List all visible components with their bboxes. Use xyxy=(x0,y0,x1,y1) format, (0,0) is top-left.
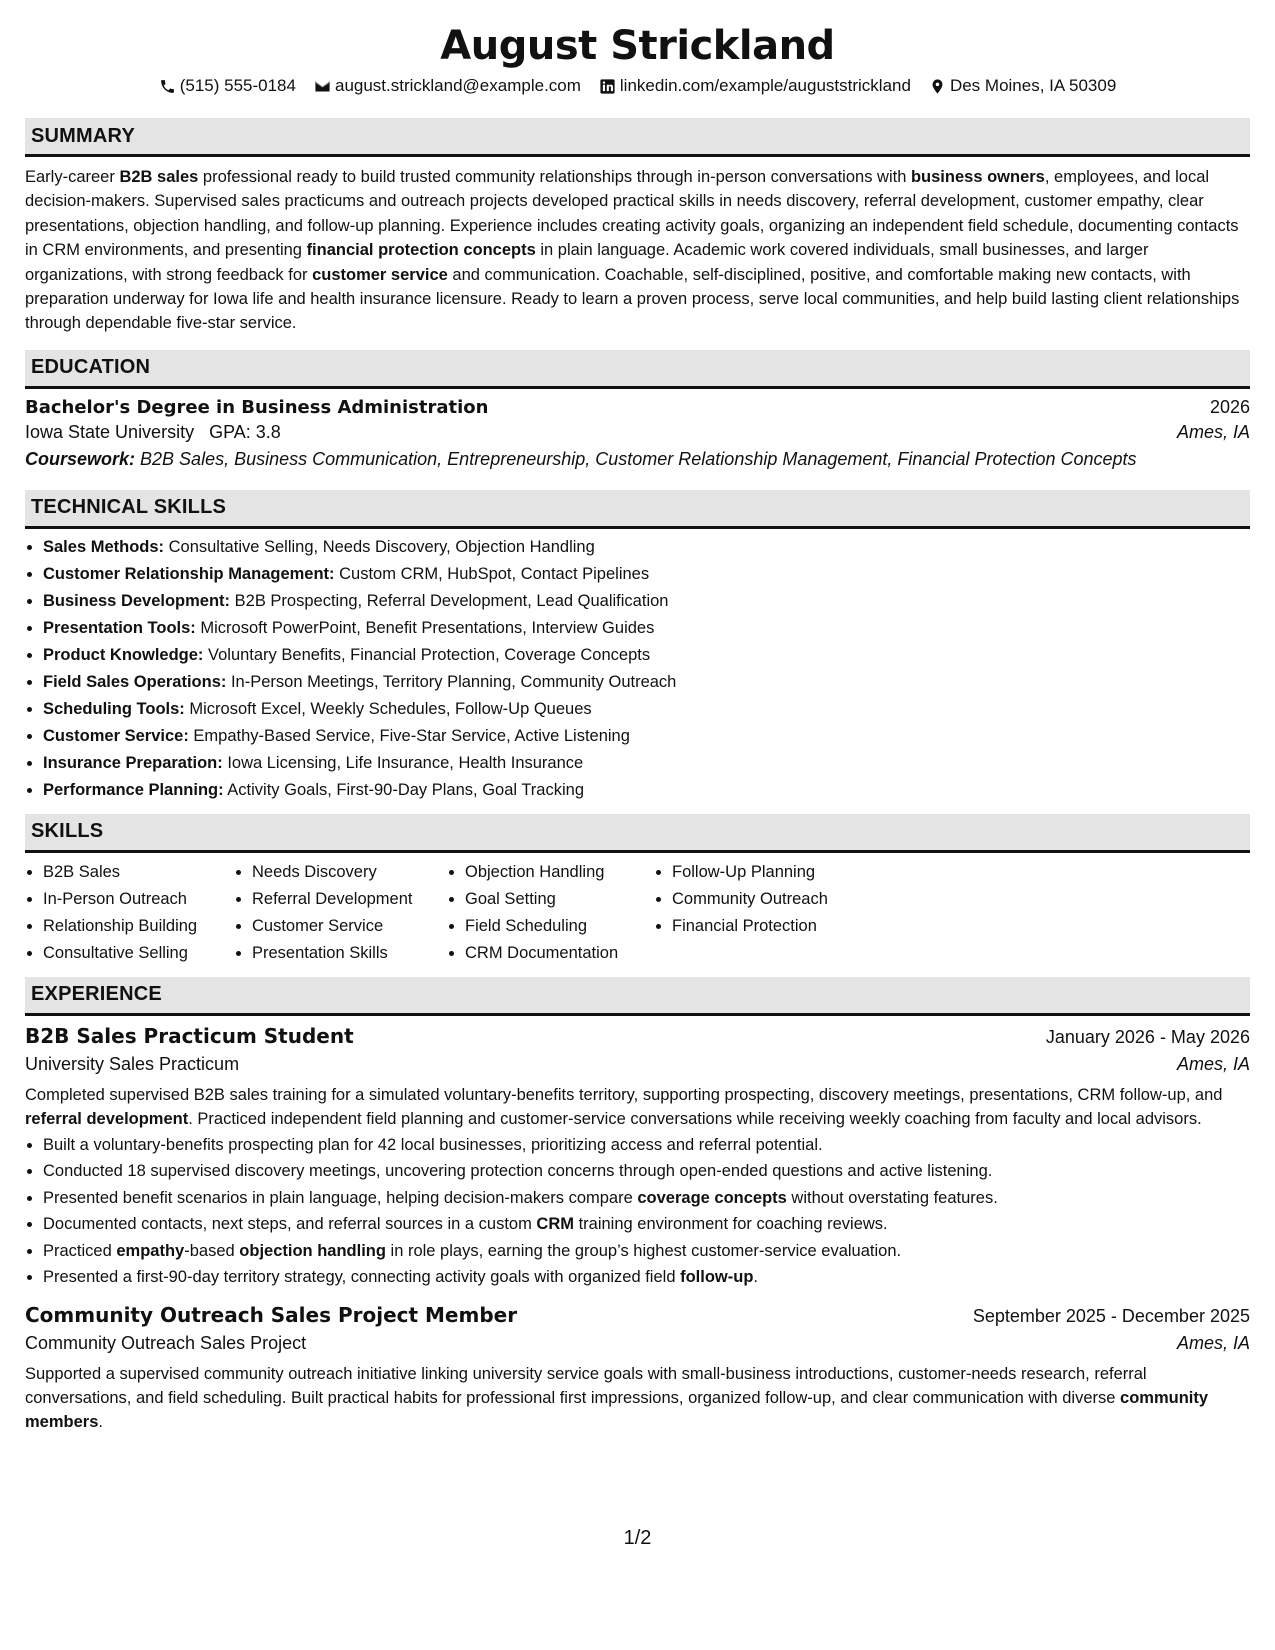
job-entry xyxy=(25,1024,1250,1291)
section-heading: SKILLS xyxy=(25,814,1250,853)
job-summary xyxy=(25,1083,1250,1132)
text-run: Conducted 18 supervised discovery meetings, uncovering protection concerns through open-ended questions and active listening. xyxy=(43,1162,993,1181)
skill-values: Iowa Licensing, Life Insurance, Health Insurance xyxy=(222,753,584,772)
text-run: Presented a first-90-day territory strategy, connecting activity goals with organized field xyxy=(43,1268,681,1287)
bold-keyword: customer service xyxy=(312,265,448,284)
envelope-icon xyxy=(314,78,331,95)
skills-column xyxy=(25,859,234,967)
skill-item: • Relationship Building xyxy=(43,913,234,940)
text-run: . xyxy=(98,1413,103,1432)
technical-skills-section xyxy=(25,490,1250,804)
candidate-name: August Strickland xyxy=(440,23,835,69)
technical-skills-list xyxy=(25,534,1250,804)
job-dates: January 2026 - May 2026 xyxy=(1045,1026,1250,1047)
skill-values: Consultative Selling, Needs Discovery, Objection Handling xyxy=(164,537,595,556)
experience-section xyxy=(25,977,1250,1435)
section-heading: SUMMARY xyxy=(25,118,1250,157)
email-link[interactable]: august.strickland@example.com xyxy=(334,76,581,95)
skill-category: Field Sales Operations: xyxy=(43,672,227,691)
job-bullet xyxy=(43,1264,1250,1291)
technical-skill-item xyxy=(43,696,1250,723)
skill-values: Microsoft PowerPoint, Benefit Presentations, Interview Guides xyxy=(195,618,655,637)
technical-skill-item xyxy=(43,561,1250,588)
linkedin-icon xyxy=(599,78,616,95)
technical-skill-item xyxy=(43,723,1250,750)
skill-item: • Field Scheduling xyxy=(465,913,654,940)
technical-skill-item xyxy=(43,669,1250,696)
technical-skill-item xyxy=(43,642,1250,669)
job-entry xyxy=(25,1303,1250,1435)
bold-keyword: objection handling xyxy=(239,1241,386,1260)
phone-icon xyxy=(159,78,176,95)
text-run: in plain language. Academic work covered individuals, small businesses, and larger organizations, with strong feedback for xyxy=(25,241,1149,284)
location-text: Des Moines, IA 50309 xyxy=(949,76,1117,95)
bold-keyword: follow-up xyxy=(680,1268,754,1287)
skill-item: • Goal Setting xyxy=(465,886,654,913)
text-run: training environment for coaching reviews. xyxy=(573,1215,888,1234)
job-location: Ames, IA xyxy=(1176,1332,1250,1353)
skill-values: Activity Goals, First-90-Day Plans, Goal Tracking xyxy=(223,780,584,799)
section-heading: EDUCATION xyxy=(25,350,1250,389)
bold-keyword: empathy xyxy=(116,1241,185,1260)
skill-item: • Community Outreach xyxy=(672,886,874,913)
coursework xyxy=(25,447,1250,472)
job-dates: September 2025 - December 2025 xyxy=(972,1305,1250,1326)
job-header xyxy=(25,1303,1250,1327)
gpa: GPA: 3.8 xyxy=(209,421,281,442)
map-pin-icon xyxy=(929,78,946,95)
skill-category: Insurance Preparation: xyxy=(43,753,223,772)
bold-keyword: coverage concepts xyxy=(637,1188,787,1207)
technical-skill-item xyxy=(43,750,1250,777)
school-name: Iowa State University xyxy=(25,421,195,442)
skills-column xyxy=(234,859,447,967)
job-title: Community Outreach Sales Project Member xyxy=(25,1302,518,1327)
section-heading: TECHNICAL SKILLS xyxy=(25,490,1250,529)
skill-category: Product Knowledge: xyxy=(43,645,204,664)
bold-keyword: referral development xyxy=(25,1110,189,1129)
text-run: professional ready to build trusted community relationships through in-person conversations with xyxy=(198,168,911,186)
education-section xyxy=(25,350,1250,472)
text-run: -based xyxy=(184,1241,240,1260)
text-run: Built a voluntary-benefits prospecting plan for 42 local businesses, prioritizing access and referral potential. xyxy=(43,1135,823,1154)
job-bullet xyxy=(43,1238,1250,1265)
text-run: . Practiced independent field planning and customer-service conversations while receiving weekly coaching from faculty and local advisors. xyxy=(188,1110,1202,1129)
skill-category: Presentation Tools: xyxy=(43,618,196,637)
skill-category: Scheduling Tools: xyxy=(43,699,185,718)
text-run: without overstating features. xyxy=(786,1188,998,1207)
skill-item: • CRM Documentation xyxy=(465,940,654,967)
skill-item: • Objection Handling xyxy=(465,859,654,886)
skill-item: • Consultative Selling xyxy=(43,940,234,967)
linkedin-link[interactable]: linkedin.com/example/auguststrickland xyxy=(619,76,911,95)
job-bullet xyxy=(43,1211,1250,1238)
skill-category: Customer Service: xyxy=(43,726,189,745)
skill-category: Business Development: xyxy=(43,591,231,610)
coursework-label: Coursework: xyxy=(25,448,136,469)
resume-page xyxy=(25,20,1250,1435)
experience-list xyxy=(25,1024,1250,1435)
skills-column xyxy=(654,859,874,967)
job-bullets xyxy=(25,1132,1250,1291)
skill-values: Custom CRM, HubSpot, Contact Pipelines xyxy=(334,564,650,583)
skill-item: • Needs Discovery xyxy=(252,859,447,886)
skill-item: • In-Person Outreach xyxy=(43,886,234,913)
bold-keyword: CRM xyxy=(536,1215,574,1234)
skill-item: • Referral Development xyxy=(252,886,447,913)
job-bullet xyxy=(43,1158,1250,1185)
phone-text: (515) 555-0184 xyxy=(179,76,296,95)
education-location: Ames, IA xyxy=(1176,421,1250,442)
skill-values: Microsoft Excel, Weekly Schedules, Follow-Up Queues xyxy=(184,699,592,718)
text-run: Presented benefit scenarios in plain language, helping decision-makers compare xyxy=(43,1188,638,1207)
text-run: Completed supervised B2B sales training for a simulated voluntary-benefits territory, supporting prospecting, discovery meetings, presentations, CRM follow-up, and xyxy=(25,1085,1223,1104)
job-title: B2B Sales Practicum Student xyxy=(25,1023,354,1048)
job-location: Ames, IA xyxy=(1176,1053,1250,1074)
skill-item: • B2B Sales xyxy=(43,859,234,886)
job-header xyxy=(25,1024,1250,1048)
bold-keyword: business owners xyxy=(910,168,1045,186)
job-organization: Community Outreach Sales Project xyxy=(25,1332,307,1353)
technical-skill-item xyxy=(43,615,1250,642)
bold-keyword: community members xyxy=(25,1389,1209,1432)
text-run: Early-career xyxy=(25,168,120,186)
job-org-row xyxy=(25,1054,1250,1075)
contact-bar xyxy=(25,74,1250,98)
text-run: . xyxy=(753,1268,758,1287)
skill-item: • Follow-Up Planning xyxy=(672,859,874,886)
skill-category: Performance Planning: xyxy=(43,780,224,799)
skill-item: • Customer Service xyxy=(252,913,447,940)
skill-category: Sales Methods: xyxy=(43,537,165,556)
page-number: 1/2 xyxy=(623,1527,652,1549)
section-heading: EXPERIENCE xyxy=(25,977,1250,1016)
text-run: , employees, and local decision-makers. Supervised sales practicums and outreach projects developed practical skills in needs discovery, referral development, customer empathy, clear presentations, objection handling, and follow-up planning. Experience includes creating activity goals, organizing an independent field schedule, documenting contacts in CRM environments, and presenting xyxy=(25,168,1239,260)
summary-text xyxy=(25,165,1250,336)
contact-location xyxy=(929,74,1116,98)
education-year: 2026 xyxy=(1209,396,1250,417)
technical-skill-item xyxy=(43,777,1250,804)
skills-grid xyxy=(25,859,1250,967)
text-run: Practiced xyxy=(43,1241,117,1260)
degree-title: Bachelor's Degree in Business Administration xyxy=(25,396,489,418)
skill-category: Customer Relationship Management: xyxy=(43,564,335,583)
skill-values: Empathy-Based Service, Five-Star Service, Active Listening xyxy=(188,726,630,745)
contact-phone xyxy=(159,74,296,98)
skill-values: B2B Prospecting, Referral Development, Lead Qualification xyxy=(230,591,669,610)
contact-linkedin[interactable] xyxy=(599,74,911,98)
text-run: and communication. Coachable, self-disciplined, positive, and comfortable making new contacts, with preparation underway for Iowa life and health insurance licensure. Ready to learn a proven process, serve local communities, and help build lasting client relationships through dependable five-star service. xyxy=(25,265,1240,333)
education-row xyxy=(25,397,1250,418)
job-bullet xyxy=(43,1132,1250,1159)
education-school-row xyxy=(25,422,1250,443)
skill-item: • Financial Protection xyxy=(672,913,874,940)
job-org-row xyxy=(25,1333,1250,1354)
job-summary xyxy=(25,1362,1250,1435)
text-run: Documented contacts, next steps, and referral sources in a custom xyxy=(43,1215,537,1234)
technical-skill-item xyxy=(43,588,1250,615)
bold-keyword: B2B sales xyxy=(119,168,199,186)
skill-values: Voluntary Benefits, Financial Protection, Coverage Concepts xyxy=(203,645,651,664)
skills-column xyxy=(447,859,654,967)
job-organization: University Sales Practicum xyxy=(25,1053,240,1074)
school-line xyxy=(25,422,281,443)
skill-item: • Presentation Skills xyxy=(252,940,447,967)
skill-values: In-Person Meetings, Territory Planning, Community Outreach xyxy=(226,672,677,691)
text-run: in role plays, earning the group’s highest customer-service evaluation. xyxy=(385,1241,902,1260)
contact-email[interactable] xyxy=(314,74,581,98)
text-run: Supported a supervised community outreach initiative linking university service goals with small-business introductions, customer-needs research, referral conversations, and field scheduling. Built practical habits for professional first impressions, organized follow-up, and clear communication with diverse xyxy=(25,1364,1147,1408)
summary-section xyxy=(25,118,1250,336)
skills-section xyxy=(25,814,1250,967)
job-bullet xyxy=(43,1185,1250,1212)
bold-keyword: financial protection concepts xyxy=(306,241,536,260)
technical-skill-item xyxy=(43,534,1250,561)
coursework-list: B2B Sales, Business Communication, Entrepreneurship, Customer Relationship Management, Financial Protection Concepts xyxy=(135,448,1137,469)
